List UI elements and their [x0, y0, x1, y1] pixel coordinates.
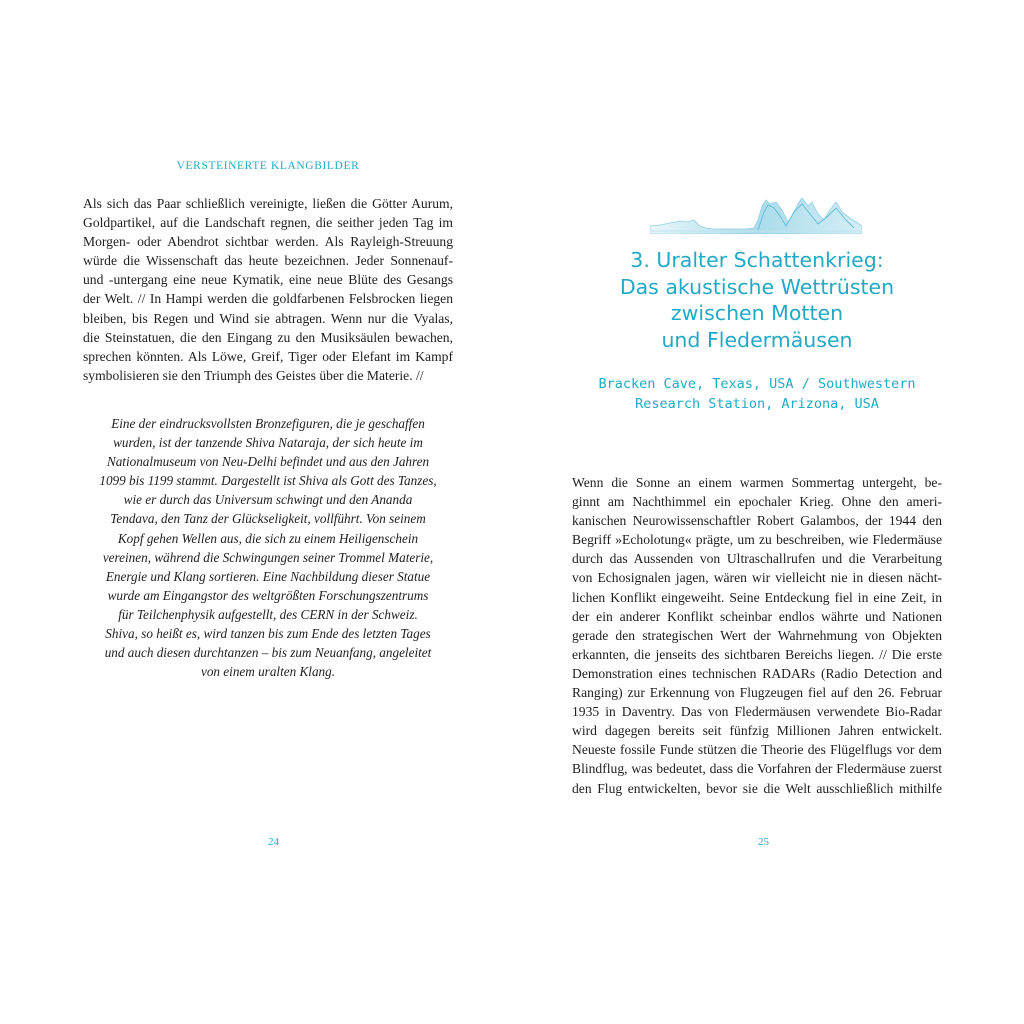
text-line: lichen Konflikt eingeweiht. Seine Entdeckung fiel in eine Zeit, in: [572, 589, 942, 605]
text-line: Blindflug, was bedeutet, dass die Vorfahren der Fledermäuse zuerst: [572, 761, 942, 777]
italic-line: wurde am Eingangstor des weltgrößten Forschungszentrums: [107, 587, 429, 603]
right-body-text: [572, 473, 942, 798]
italic-line: Energie und Klang sortieren. Eine Nachbildung dieser Statue: [105, 568, 431, 584]
chapter-title-line: Das akustische Wettrüsten: [619, 274, 895, 299]
location-line: Bracken Cave, Texas, USA / Southwestern: [598, 376, 916, 392]
chapter-title-line: und Fledermäusen: [661, 327, 853, 352]
italic-sidebar-text: [90, 414, 446, 681]
text-line: gerade den strategischen Wert der Wahrnehmung von Objekten: [572, 627, 942, 643]
text-line: von Echosignalen jagen, wären wir vielleicht nie in diesen nächt-: [572, 570, 942, 586]
text-line: Demonstration eines technischen RADARs (Radio Detection and: [572, 665, 942, 681]
italic-line: Shiva, so heißt es, wird tanzen bis zum Ende des letzten Tages: [105, 626, 431, 642]
italic-line: Tendava, den Tanz der Glückseligkeit, vollführt. Von seinem: [110, 511, 426, 527]
text-line: Begriff »Echolotung« prägte, um zu beschreiben, wie Fledermäuse: [572, 532, 942, 548]
text-line: der Welt. // In Hampi werden die goldfarbenen Felsbrocken liegen: [83, 291, 453, 307]
text-line: 1935 in Daventry. Das von Fledermäusen verwendete Bio-Radar: [572, 704, 942, 720]
text-line: symbolisieren sie den Triumph des Geistes über die Materie. //: [83, 367, 424, 383]
chapter-location: [552, 374, 962, 414]
chapter-title: [572, 247, 942, 353]
text-line: und -untergang eine neue Kymatik, eine neue Blüte des Gesangs: [83, 272, 453, 288]
text-line: würde die Wissenschaft das heute bezeichnen. Jeder Sonnenauf-: [83, 253, 453, 269]
italic-line: Kopf gehen Wellen aus, die sich zu einem Heiligenschein: [117, 530, 419, 546]
text-line: sprechen könnten. Als Löwe, Greif, Tiger oder Elefant im Kampf: [83, 348, 453, 364]
text-line: Neueste fossile Funde stützen die Theorie des Flügelflugs vor dem: [572, 742, 942, 758]
text-line: kanischen Neurowissenschaftler Robert Galambos, der 1944 den: [572, 513, 942, 529]
text-line: wird dagegen bereits seit fünfzig Millionen Jahren entwickelt.: [572, 723, 942, 739]
italic-line: wie er durch das Universum schwingt und den Ananda: [123, 492, 413, 508]
italic-line: für Teilchenphysik aufgestellt, des CERN in der Schweiz.: [118, 606, 418, 622]
italic-line: wurden, ist der tanzende Shiva Nataraja, der sich heute im: [113, 435, 423, 451]
italic-line: Eine der eindrucksvollsten Bronzefiguren, die je geschaffen: [111, 416, 425, 431]
chapter-title-line: zwischen Motten: [670, 301, 844, 325]
text-line: bleiben, bis Regen und Wind sie abtragen. Wenn nur die Vyalas,: [83, 310, 453, 326]
italic-line: Nationalmuseum von Neu-Delhi befindet und aus den Jahren: [106, 454, 430, 470]
right-page: [512, 0, 1024, 1024]
italic-line: 1099 bis 1199 stammt. Dargestellt ist Shiva als Gott des Tanzes,: [99, 473, 437, 489]
italic-line: von einem uralten Klang.: [200, 664, 336, 680]
text-line: Wenn die Sonne an einem warmen Sommertag untergeht, be-: [572, 475, 942, 490]
location-line: Research Station, Arizona, USA: [635, 396, 879, 412]
text-line: erkannten, die jenseits des sichtbaren Bereichs liegen. // Die erste: [572, 646, 942, 662]
sound-wave-icon: [650, 196, 862, 234]
text-line: durch das Aussenden von Ultraschallrufen und die Verarbeitung: [572, 551, 942, 567]
page-number: 25: [758, 836, 769, 848]
text-line: die Steinstatuen, die den Eingang zu den Musiksäulen bewachen,: [83, 329, 453, 345]
text-line: Ranging) zur Erkennung von Flugzeugen fiel auf den 26. Februar: [572, 685, 942, 701]
text-line: Als sich das Paar schließlich vereinigte, ließen die Götter Aurum,: [83, 196, 453, 211]
chapter-title-line: 3. Uralter Schattenkrieg:: [630, 248, 884, 272]
text-line: Morgen- oder Abendrot sichtbar werden. Als Rayleigh-Streuung: [83, 234, 453, 250]
text-line: Goldpartikel, auf die Landschaft regnen, die seither jeden Tag im: [83, 215, 453, 231]
italic-line: vereinen, während die Schwingungen seiner Trommel Materie,: [102, 549, 434, 565]
page-number: 24: [268, 836, 279, 848]
italic-line: und auch diesen durchtanzen – bis zum Neuanfang, angeleitet: [104, 645, 432, 661]
text-line: der ein anderer Konflikt scheinbar endlos währte und Nationen: [572, 608, 942, 624]
text-line: ginnt am Nachthimmel ein epochaler Krieg. Ohne den ameri-: [572, 494, 942, 510]
left-body-text: [83, 194, 453, 385]
text-line: den Flug entwickelten, bevor sie die Welt ausschließlich mithilfe: [572, 780, 942, 796]
running-head: VERSTEINERTE KLANGBILDER: [176, 160, 360, 172]
